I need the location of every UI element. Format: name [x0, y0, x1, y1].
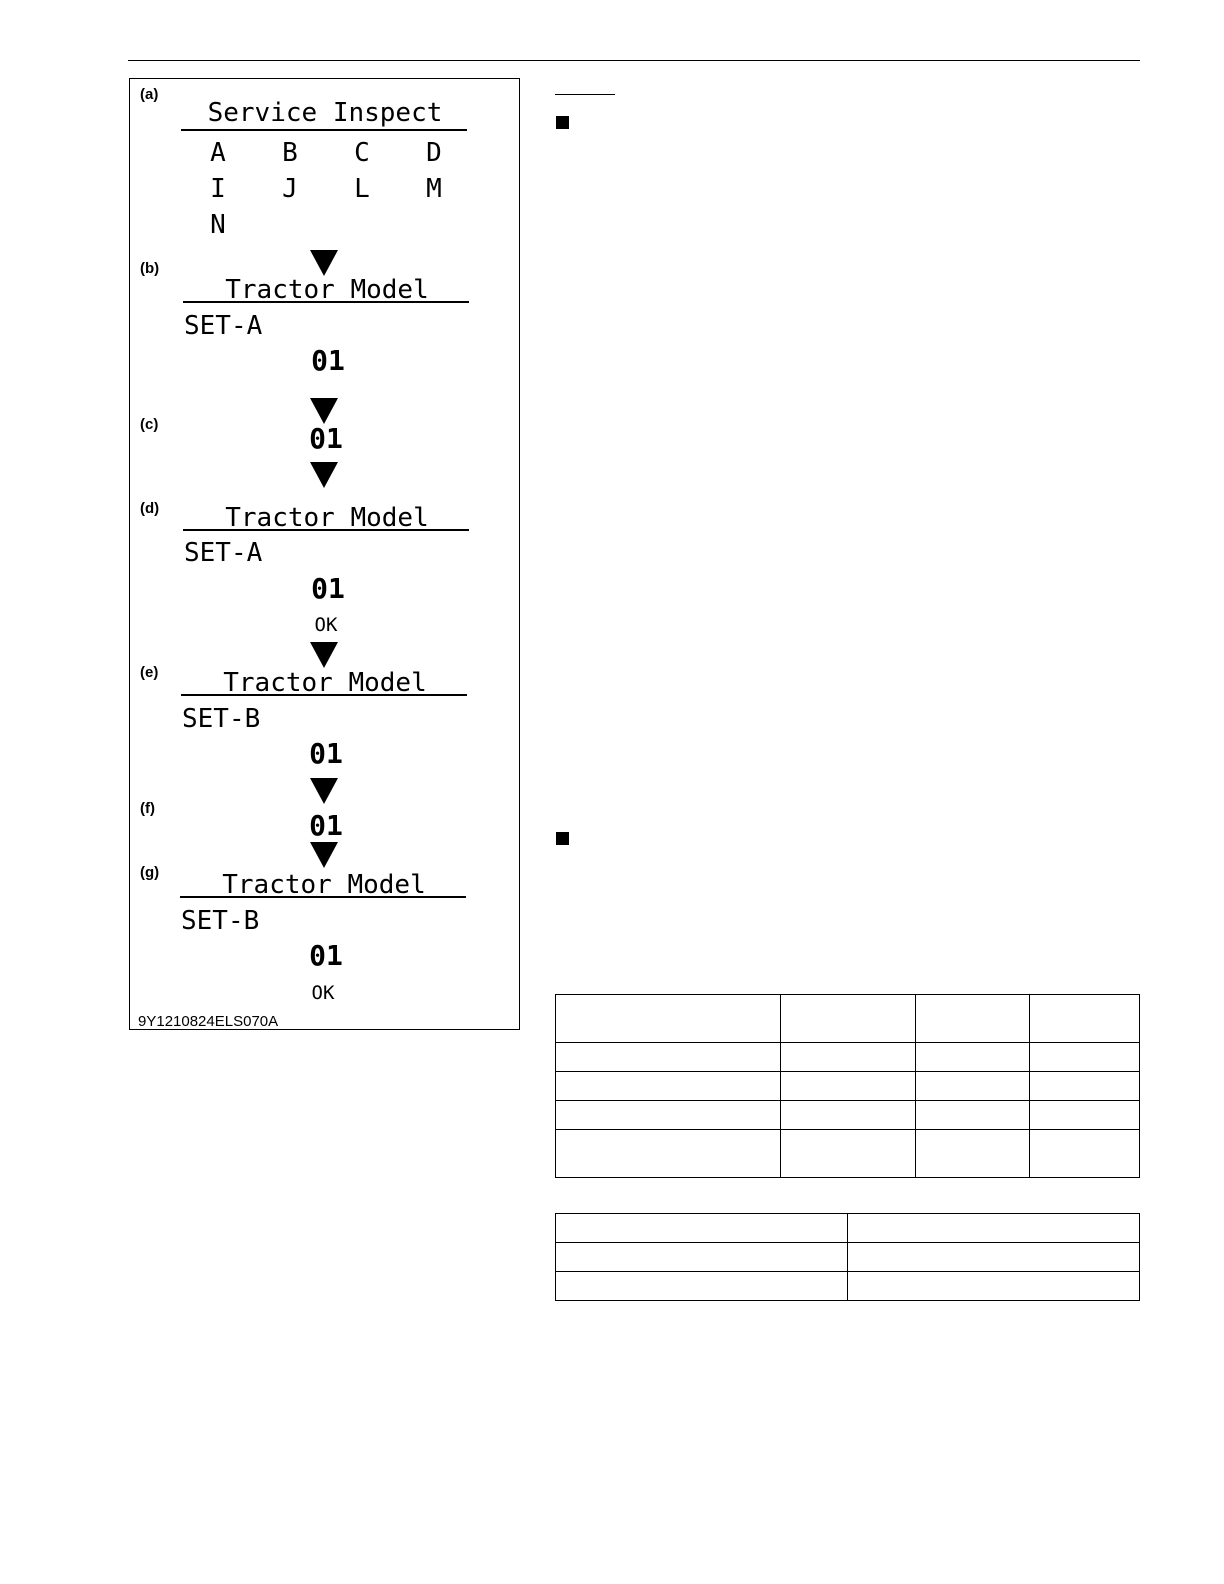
table-row: [556, 1043, 1140, 1072]
screen-e-set: SET-B: [182, 704, 261, 734]
inspect-item: B: [282, 138, 298, 168]
down-arrow-icon: [310, 642, 338, 668]
table-row: [556, 1101, 1140, 1130]
table-row: [556, 1272, 1140, 1301]
table-row: [556, 1214, 1140, 1243]
inspect-item: D: [426, 138, 442, 168]
label-c: (c): [140, 416, 159, 433]
screen-e-value: 01: [309, 737, 343, 770]
screen-d-value: 01: [311, 572, 345, 605]
screen-g-set: SET-B: [181, 906, 260, 936]
screen-d-rule: [183, 529, 469, 531]
service-inspect-title: Service Inspect: [207, 98, 443, 128]
screen-e-rule: [181, 694, 467, 696]
label-d: (d): [140, 500, 160, 517]
inspect-item: N: [210, 210, 226, 240]
label-g: (g): [140, 864, 160, 881]
inspect-item: C: [354, 138, 370, 168]
screen-g-rule: [180, 896, 466, 898]
square-bullet-icon: [556, 832, 569, 845]
screen-g-title: Tractor Model: [222, 870, 426, 900]
down-arrow-icon: [310, 398, 338, 424]
model-table: [555, 1213, 1140, 1301]
label-f: (f): [140, 800, 155, 817]
screen-b-set: SET-A: [184, 311, 263, 341]
table-row: [556, 1130, 1140, 1178]
screen-e-title: Tractor Model: [223, 668, 427, 698]
screen-d-set: SET-A: [184, 538, 263, 568]
inspect-item: A: [210, 138, 226, 168]
inspect-item: L: [354, 174, 370, 204]
service-inspect-rule: [181, 129, 467, 131]
down-arrow-icon: [310, 778, 338, 804]
header-rule: [128, 60, 1140, 61]
spec-table: [555, 994, 1140, 1178]
screen-c-value: 01: [309, 422, 343, 455]
screen-g-value: 01: [309, 939, 343, 972]
table-row: [556, 995, 1140, 1043]
screen-d-title: Tractor Model: [225, 503, 429, 533]
inspect-item: J: [282, 174, 298, 204]
figure-code: 9Y1210824ELS070A: [138, 1013, 279, 1030]
down-arrow-icon: [310, 250, 338, 276]
screen-b-title: Tractor Model: [225, 275, 429, 305]
inspect-item: M: [426, 174, 442, 204]
screen-b-rule: [183, 301, 469, 303]
label-e: (e): [140, 664, 159, 681]
down-arrow-icon: [310, 462, 338, 488]
table-row: [556, 1072, 1140, 1101]
label-a: (a): [140, 86, 159, 103]
square-bullet-icon: [556, 116, 569, 129]
section-heading-rule: [555, 94, 615, 95]
screen-f-value: 01: [309, 809, 343, 842]
label-b: (b): [140, 260, 160, 277]
screen-g-ok: OK: [311, 982, 335, 1004]
screen-b-value: 01: [311, 344, 345, 377]
inspect-item: I: [210, 174, 226, 204]
down-arrow-icon: [310, 842, 338, 868]
table-row: [556, 1243, 1140, 1272]
screen-d-ok: OK: [314, 614, 338, 636]
